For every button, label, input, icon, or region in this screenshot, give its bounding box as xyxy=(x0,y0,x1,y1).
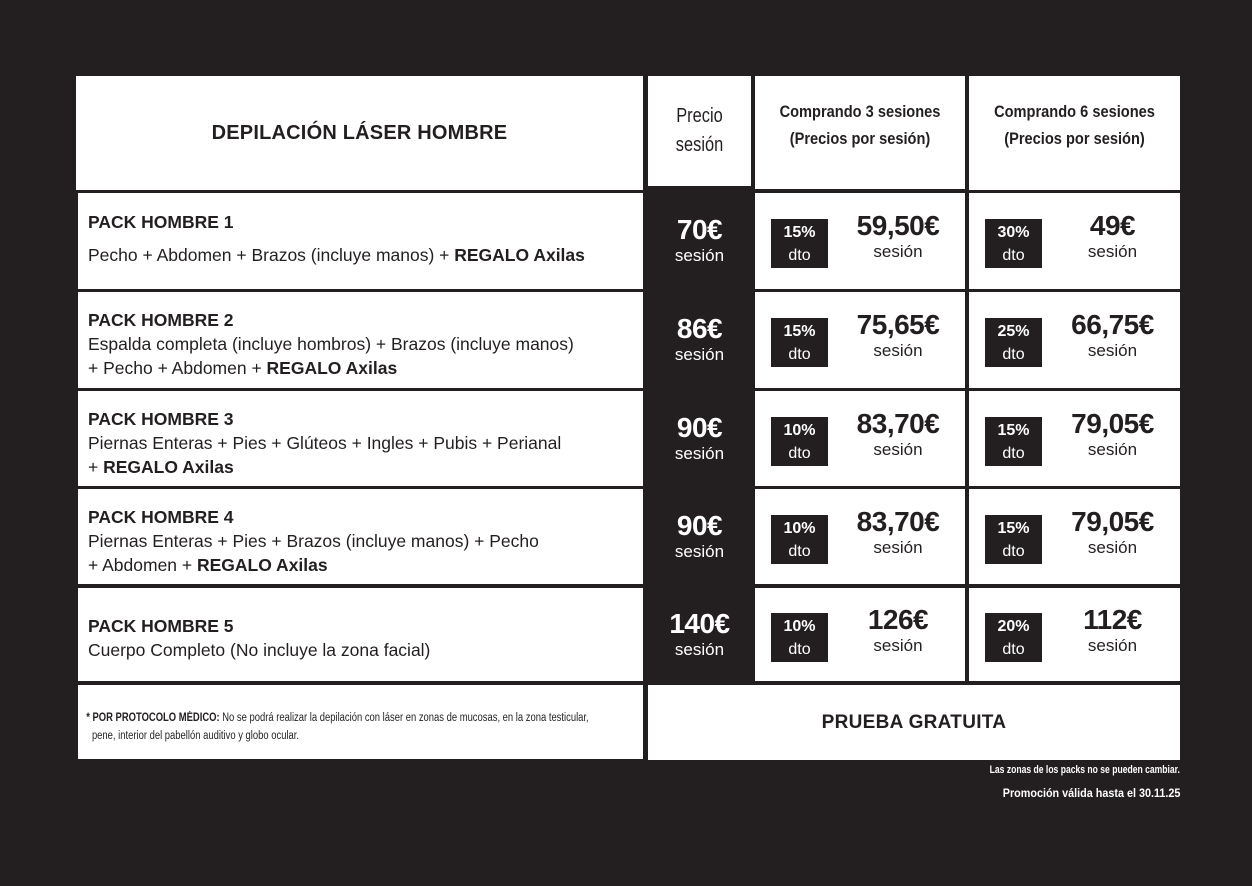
discounted-price-value: 83,70€ xyxy=(856,408,940,439)
discount-label: dto xyxy=(1002,345,1025,363)
discounted-price xyxy=(1049,605,1176,657)
table-title-text: DEPILACIÓN LÁSER HOMBRE xyxy=(211,121,508,144)
session-price xyxy=(648,193,751,289)
discount-label: dto xyxy=(788,345,811,363)
session-price-value: 70€ xyxy=(676,214,723,245)
discounted-price-unit: sesión xyxy=(873,341,923,360)
discount-label: dto xyxy=(1002,246,1025,264)
discount-badge xyxy=(771,515,828,564)
session-price-value: 86€ xyxy=(676,313,723,344)
discounted-price-unit: sesión xyxy=(873,242,923,261)
pack-gift-text: REGALO Axilas xyxy=(454,245,585,265)
price-header-line2: sesión xyxy=(675,134,724,156)
discount-percent: 20% xyxy=(997,617,1030,635)
free-trial-text: PRUEBA GRATUITA xyxy=(821,711,1007,733)
six-sessions-cell xyxy=(969,588,1180,681)
discounted-price-unit: sesión xyxy=(1087,636,1138,655)
pack-zones-text: Espalda completa (incluye hombros) + Brazos (incluye manos) xyxy=(88,334,574,354)
discount-label: dto xyxy=(788,246,811,264)
pack-description-line xyxy=(88,455,633,479)
discount-label: dto xyxy=(1002,444,1025,462)
free-trial-banner xyxy=(648,685,1180,760)
six-sessions-cell xyxy=(969,489,1180,584)
discount-percent: 15% xyxy=(783,322,816,340)
discounted-price-value: 49€ xyxy=(1089,210,1136,241)
discount-percent: 25% xyxy=(997,322,1030,340)
discounted-price-value: 59,50€ xyxy=(856,210,940,241)
pack-description-line xyxy=(88,638,633,662)
medical-note xyxy=(78,685,643,759)
session-price-value: 90€ xyxy=(676,411,723,443)
discount-badge xyxy=(771,613,828,662)
medical-note-text-2: pene, interior del pabellón auditivo y globo ocular. xyxy=(91,730,300,742)
discounted-price xyxy=(1049,310,1176,362)
pack-zones-text: Piernas Enteras + Pies + Glúteos + Ingles + Pubis + Perianal xyxy=(88,433,562,453)
pack-description xyxy=(78,489,643,584)
discount-percent: 15% xyxy=(997,519,1030,537)
pack-zones-text: + xyxy=(88,457,104,477)
discount-badge xyxy=(771,219,828,268)
discounted-price-value: 75,65€ xyxy=(856,309,940,340)
discounted-price xyxy=(835,211,961,263)
pack-description xyxy=(78,588,643,681)
discount-label: dto xyxy=(1002,640,1025,658)
discount-badge xyxy=(985,219,1042,268)
discounted-price-value: 83,70€ xyxy=(856,506,940,537)
pack-description-line xyxy=(88,529,633,553)
three-sessions-cell xyxy=(755,193,965,289)
packs-note: Las zonas de los packs no se pueden cambiar. xyxy=(989,764,1180,776)
pack-name: PACK HOMBRE 5 xyxy=(88,616,234,636)
session-price-value: 140€ xyxy=(669,607,730,639)
discount-badge xyxy=(771,318,828,367)
six-sessions-cell xyxy=(969,193,1180,289)
three-header-line2: (Precios por sesión) xyxy=(789,128,931,148)
pack-description xyxy=(78,193,643,289)
discount-badge xyxy=(985,515,1042,564)
discount-percent: 30% xyxy=(997,223,1030,241)
discounted-price-unit: sesión xyxy=(1087,242,1138,261)
pack-description-line xyxy=(88,332,633,356)
discount-percent: 15% xyxy=(997,421,1030,439)
medical-note-label: * POR PROTOCOLO MÉDICO: xyxy=(86,712,220,724)
session-price xyxy=(648,292,751,388)
session-price xyxy=(648,489,751,584)
three-sessions-cell xyxy=(755,588,965,681)
discounted-price-value: 66,75€ xyxy=(1071,309,1154,340)
pack-gift-text: REGALO Axilas xyxy=(196,555,328,575)
pack-description-line xyxy=(88,553,633,577)
three-sessions-cell xyxy=(755,292,965,388)
discounted-price-unit: sesión xyxy=(873,538,923,557)
discount-badge xyxy=(985,417,1042,466)
pack-description xyxy=(78,391,643,486)
three-sessions-header xyxy=(755,76,965,189)
price-column-header xyxy=(648,76,751,186)
six-header-line1: Comprando 6 sesiones xyxy=(994,102,1155,121)
pack-zones-text: Piernas Enteras + Pies + Brazos (incluye manos) + Pecho xyxy=(88,531,539,551)
discounted-price xyxy=(835,507,961,559)
pack-zones-text: Pecho + Abdomen + Brazos (incluye manos) + xyxy=(88,245,455,265)
six-sessions-cell xyxy=(969,391,1180,486)
six-header-line2: (Precios por sesión) xyxy=(1004,129,1145,148)
discounted-price-unit: sesión xyxy=(1087,440,1138,459)
pack-name: PACK HOMBRE 1 xyxy=(88,212,234,232)
pack-zones-text: + Pecho + Abdomen + xyxy=(88,358,267,378)
pack-name: PACK HOMBRE 2 xyxy=(88,310,234,330)
pack-name: PACK HOMBRE 4 xyxy=(88,507,234,527)
discount-badge xyxy=(985,613,1042,662)
session-price xyxy=(648,391,751,486)
pack-gift-text: REGALO Axilas xyxy=(266,358,398,378)
discount-percent: 10% xyxy=(783,519,816,537)
discounted-price-value: 79,05€ xyxy=(1071,408,1154,439)
pack-gift-text: REGALO Axilas xyxy=(103,457,234,477)
discounted-price-unit: sesión xyxy=(873,636,923,655)
three-sessions-cell xyxy=(755,391,965,486)
promo-validity: Promoción válida hasta el 30.11.25 xyxy=(1002,786,1180,800)
discounted-price-value: 79,05€ xyxy=(1071,506,1154,537)
three-sessions-cell xyxy=(755,489,965,584)
discount-percent: 10% xyxy=(783,421,816,439)
discounted-price-unit: sesión xyxy=(1087,538,1138,557)
discounted-price-unit: sesión xyxy=(1087,341,1138,360)
discount-label: dto xyxy=(788,444,811,462)
pack-zones-text: Cuerpo Completo (No incluye la zona facial) xyxy=(88,640,431,660)
discounted-price xyxy=(1049,409,1176,461)
discounted-price xyxy=(835,310,961,362)
discount-percent: 15% xyxy=(783,223,816,241)
discounted-price xyxy=(1049,211,1176,263)
session-price-unit: sesión xyxy=(674,345,725,364)
discount-label: dto xyxy=(1002,542,1025,560)
six-sessions-header xyxy=(969,76,1180,190)
discounted-price xyxy=(835,409,961,461)
pack-description xyxy=(78,292,643,388)
discounted-price xyxy=(835,605,961,657)
pack-description-line xyxy=(88,356,633,380)
pack-zones-text: + Abdomen + xyxy=(88,555,197,575)
price-header-line1: Precio xyxy=(676,105,723,127)
session-price-unit: sesión xyxy=(674,541,725,561)
session-price xyxy=(648,588,751,681)
session-price-value: 90€ xyxy=(676,509,723,541)
discounted-price xyxy=(1049,507,1176,559)
discount-percent: 10% xyxy=(783,617,816,635)
discounted-price-unit: sesión xyxy=(873,440,923,459)
pack-name: PACK HOMBRE 3 xyxy=(88,409,234,429)
discounted-price-value: 126€ xyxy=(867,604,929,635)
discounted-price-value: 112€ xyxy=(1083,604,1142,635)
pack-description-line xyxy=(88,243,633,267)
session-price-unit: sesión xyxy=(674,246,725,265)
session-price-unit: sesión xyxy=(674,639,725,659)
table-title xyxy=(76,76,643,190)
pack-description-line xyxy=(88,431,633,455)
discount-badge xyxy=(771,417,828,466)
medical-note-text: No se podrá realizar la depilación con láser en zonas de mucosas, en la zona testicular, xyxy=(219,712,589,724)
session-price-unit: sesión xyxy=(674,443,725,463)
discount-badge xyxy=(985,318,1042,367)
discount-label: dto xyxy=(788,640,811,658)
six-sessions-cell xyxy=(969,292,1180,388)
discount-label: dto xyxy=(788,542,811,560)
three-header-line1: Comprando 3 sesiones xyxy=(779,101,941,121)
